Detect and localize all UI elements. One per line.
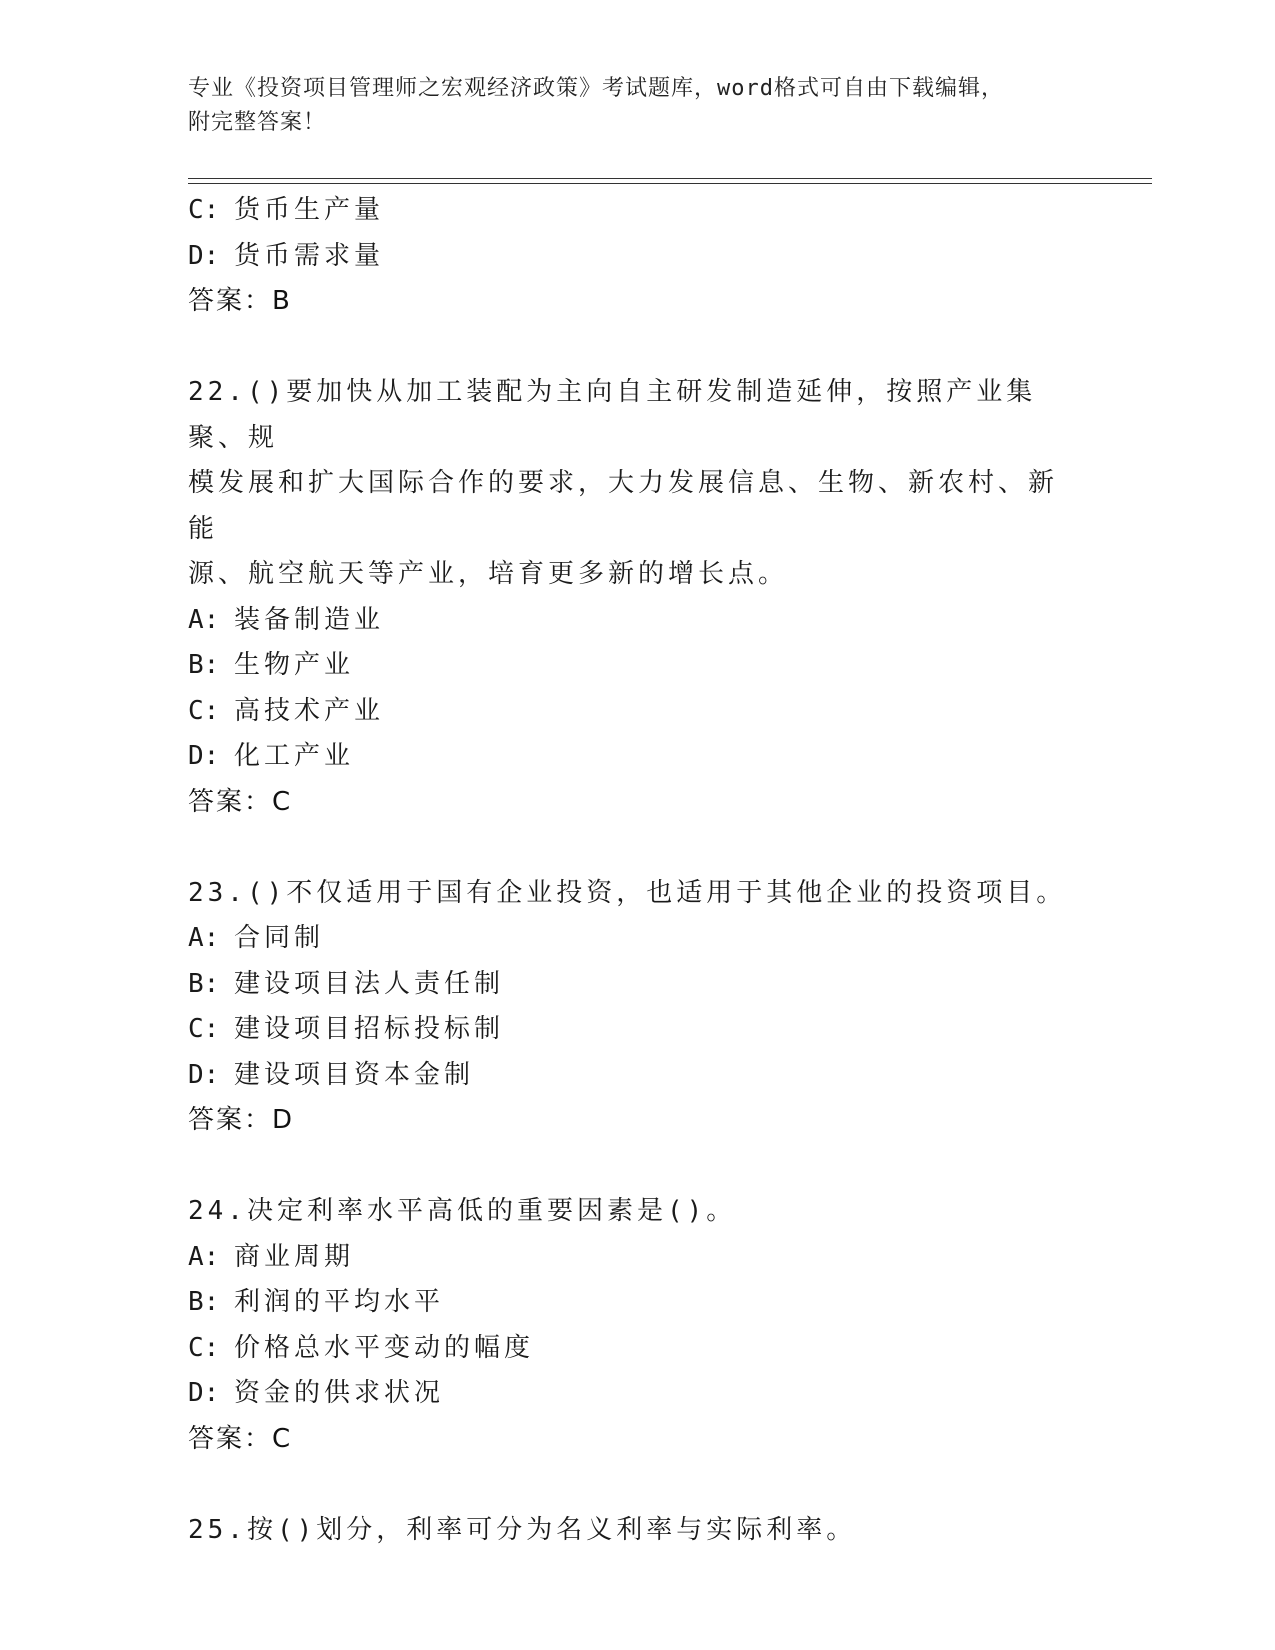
option-b: B: 生物产业 [188, 650, 355, 680]
option-b: B: 建设项目法人责任制 [188, 968, 505, 999]
header-divider-top [188, 178, 1152, 179]
question-stem-line: 22.()要加快从加工装配为主向自主研发制造延伸，按照产业集聚、规 [188, 377, 1037, 453]
option-c: C: 价格总水平变动的幅度 [188, 1332, 535, 1363]
question-21-continuation [188, 188, 1088, 325]
question-stem-line: 24.决定利率水平高低的重要因素是()。 [188, 1196, 737, 1226]
question-stem-line: 源、航空航天等产业，培育更多新的增长点。 [188, 559, 789, 589]
question-content [188, 188, 1088, 1553]
option-c: C: 建设项目招标投标制 [188, 1014, 505, 1044]
option-a: A: 合同制 [188, 923, 325, 953]
option-d: D: 化工产业 [188, 741, 355, 771]
option-a: A: 商业周期 [188, 1241, 355, 1272]
document-header [188, 72, 1088, 140]
option-d: D: 资金的供求状况 [188, 1378, 445, 1408]
answer-line: 答案：B [188, 286, 292, 316]
option-c: C: 货币生产量 [188, 195, 385, 225]
question-25 [188, 1508, 1088, 1554]
header-divider-bottom [188, 183, 1152, 184]
option-c: C: 高技术产业 [188, 695, 385, 726]
answer-line: 答案：C [188, 786, 293, 817]
option-b: B: 利润的平均水平 [188, 1287, 445, 1317]
question-22 [188, 370, 1088, 825]
question-stem-line: 23.()不仅适用于国有企业投资，也适用于其他企业的投资项目。 [188, 877, 1067, 908]
option-a: A: 装备制造业 [188, 604, 385, 635]
header-line-2: 附完整答案！ [188, 110, 327, 135]
question-24 [188, 1189, 1088, 1462]
option-d: D: 建设项目资本金制 [188, 1059, 475, 1090]
header-line-1: 专业《投资项目管理师之宏观经济政策》考试题库，word格式可自由下载编辑， [188, 76, 1004, 101]
question-stem-line: 模发展和扩大国际合作的要求，大力发展信息、生物、新农村、新能 [188, 468, 1059, 544]
question-23 [188, 871, 1088, 1144]
option-d: D: 货币需求量 [188, 240, 385, 271]
answer-line: 答案：D [188, 1105, 295, 1135]
answer-line: 答案：C [188, 1423, 293, 1454]
question-stem-line: 25.按()划分，利率可分为名义利率与实际利率。 [188, 1514, 857, 1545]
